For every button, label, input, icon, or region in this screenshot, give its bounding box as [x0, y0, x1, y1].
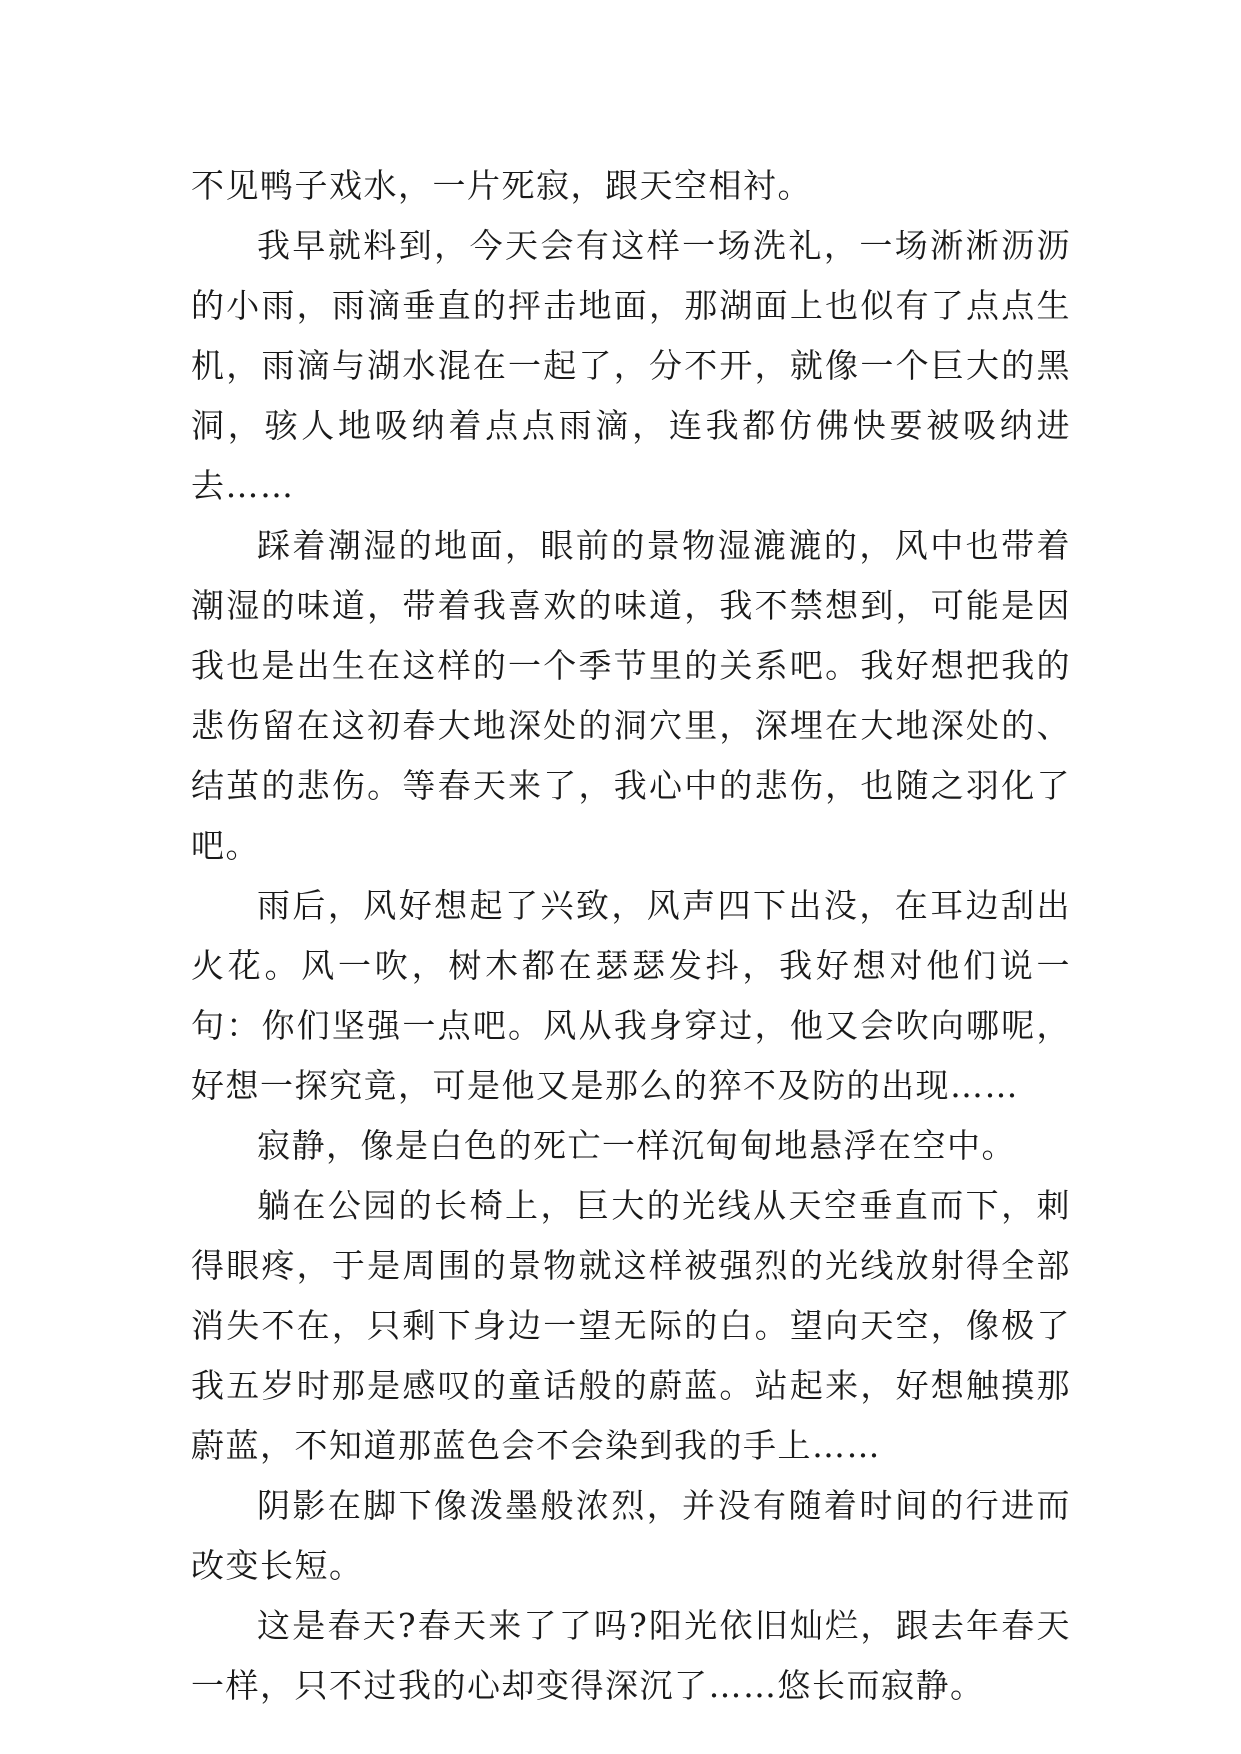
body-text: [191, 156, 1071, 1716]
paragraph: 我早就料到，今天会有这样一场洗礼，一场淅淅沥沥的小雨，雨滴垂直的抨击地面，那湖面上也似有了点点生机，雨滴与湖水混在一起了，分不开，就像一个巨大的黑洞，骇人地吸纳着点点雨滴，连我都仿佛快要被吸纳进去……: [191, 226, 1071, 505]
paragraph: 这是春天?春天来了了吗?阳光依旧灿烂，跟去年春天一样，只不过我的心却变得深沉了……悠长而寂静。: [191, 1606, 1071, 1705]
paragraph: 躺在公园的长椅上，巨大的光线从天空垂直而下，刺得眼疼，于是周围的景物就这样被强烈的光线放射得全部消失不在，只剩下身边一望无际的白。望向天空，像极了我五岁时那是感叹的童话般的蔚蓝。站起来，好想触摸那蔚蓝，不知道那蓝色会不会染到我的手上……: [191, 1186, 1071, 1465]
paragraph: 寂静，像是白色的死亡一样沉甸甸地悬浮在空中。: [257, 1126, 1016, 1165]
paragraph: 踩着潮湿的地面，眼前的景物湿漉漉的，风中也带着潮湿的味道，带着我喜欢的味道，我不禁想到，可能是因我也是出生在这样的一个季节里的关系吧。我好想把我的悲伤留在这初春大地深处的洞穴里，深埋在大地深处的、结茧的悲伤。等春天来了，我心中的悲伤，也随之羽化了吧。: [191, 526, 1071, 865]
paragraph: 阴影在脚下像泼墨般浓烈，并没有随着时间的行进而改变长短。: [191, 1486, 1071, 1585]
paragraph-continued: 不见鸭子戏水，一片死寂，跟天空相衬。: [191, 166, 812, 205]
paragraph: 雨后，风好想起了兴致，风声四下出没，在耳边刮出火花。风一吹，树木都在瑟瑟发抖，我好想对他们说一句：你们坚强一点吧。风从我身穿过，他又会吹向哪呢，好想一探究竟，可是他又是那么的猝不及防的出现……: [191, 886, 1071, 1105]
